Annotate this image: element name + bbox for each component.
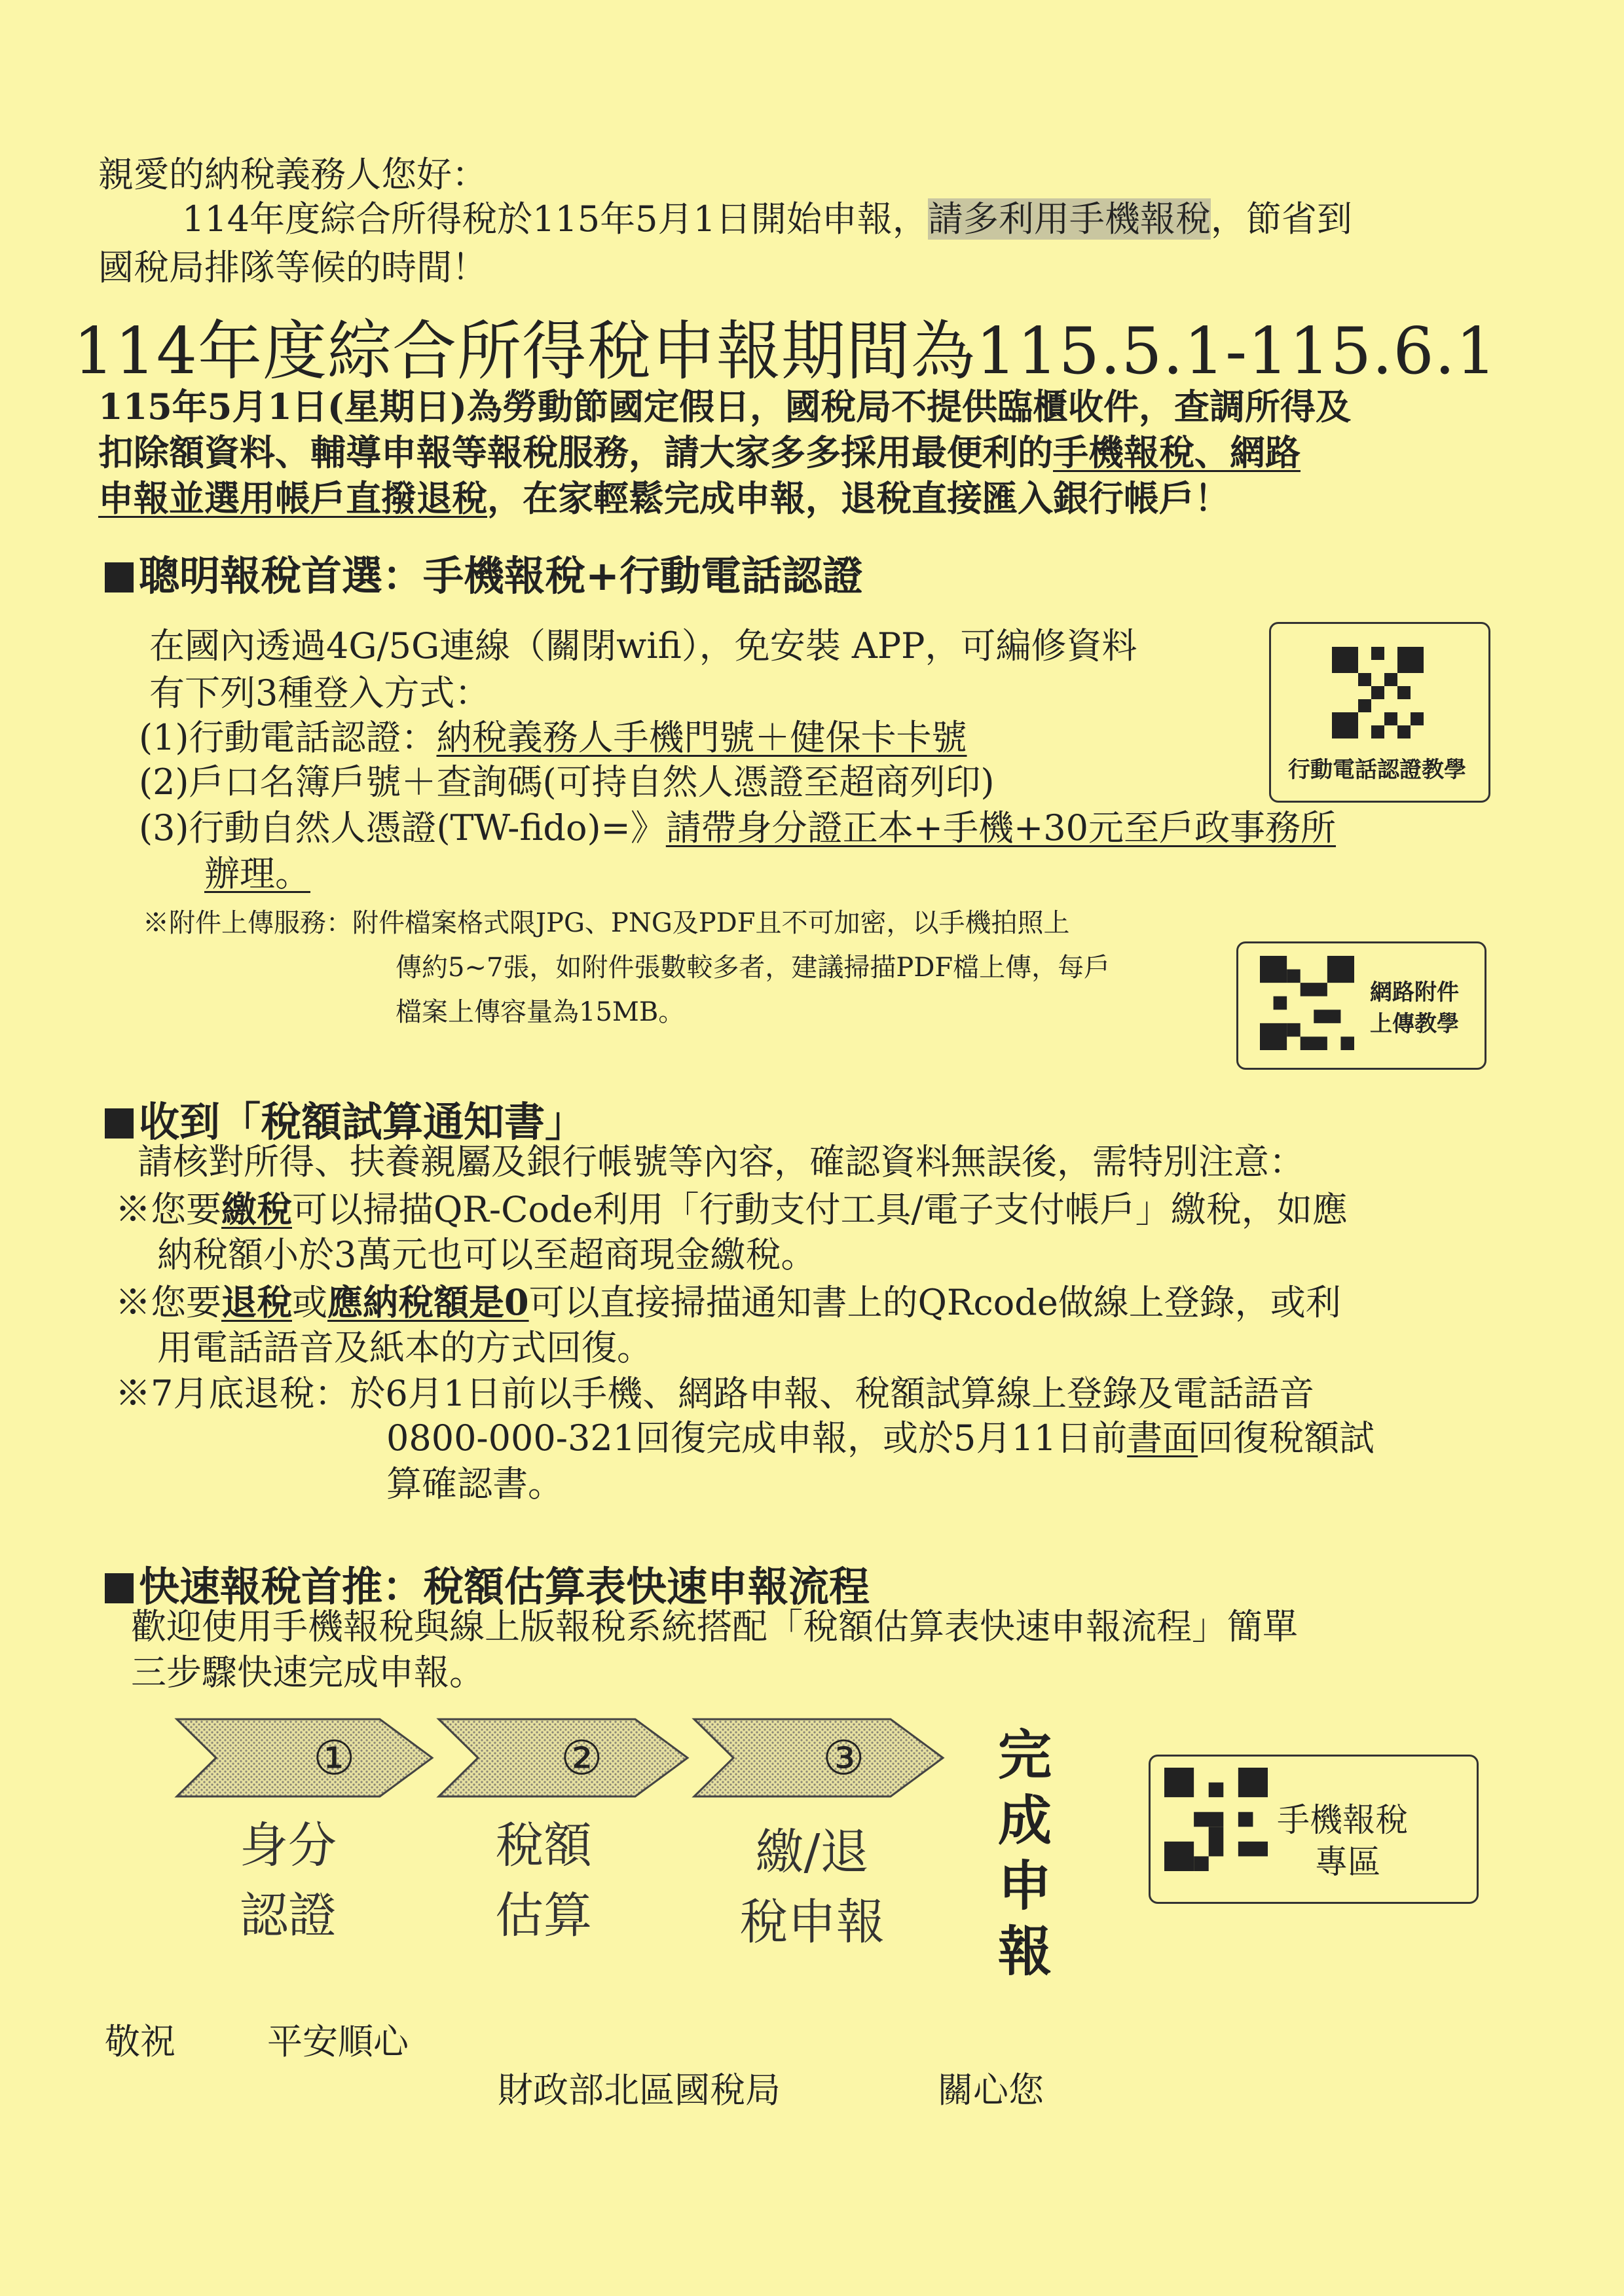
step-label-3: 繳/退 稅申報 [739,1824,885,1951]
step-number-1: ① [313,1730,356,1785]
notice-text: 扣除額資料、輔導申報等報稅服務，請大家多多採用最便利的 [98,431,1053,473]
closing-org: 財政部北區國稅局 [498,2069,781,2111]
finish-label: 完成申報 [998,1724,1052,1983]
notice-underline-2: 申報並選用帳戶直撥退稅 [98,477,487,519]
section-2-point-1-cont: 納稅額小於3萬元也可以至超商現金繳稅。 [157,1234,817,1275]
notice-underline: 手機報稅、網路 [1053,431,1301,473]
section-3-line-2: 三步驟快速完成申報。 [131,1652,485,1693]
intro-highlight: 請多利用手機報稅 [927,198,1211,240]
closing-greeting: 敬祝 [105,2021,175,2062]
intro-text-2: ，節省到 [1210,198,1352,240]
headline: 114年度綜合所得稅申報期間為115.5.1-115.6.1 [73,314,1498,389]
step-number-2: ② [561,1730,603,1785]
login-method-2: (2)戶口名簿戶號＋查詢碼(可持自然人憑證至超商列印) [139,761,995,803]
section-1-title: 聰明報稅首選：手機報稅+行動電話認證 [105,543,863,602]
attachment-note-2: 傳約5~7張，如附件張數較多者，建議掃描PDF檔上傳，每戶 [396,953,1111,983]
step-number-3: ③ [822,1730,865,1785]
qr-label-mobile-tax-2: 專區 [1315,1843,1380,1881]
section-3-line-1: 歡迎使用手機報稅與線上版報稅系統搭配「稅額估算表快速申報流程」簡單 [131,1606,1298,1647]
section-2-intro: 請核對所得、扶養親屬及銀行帳號等內容，確認資料無誤後，需特別注意： [138,1141,1304,1182]
intro-line-2: 國稅局排隊等候的時間！ [98,247,487,288]
section-1-line-1: 在國內透過4G/5G連線（關閉wifi），免安裝 APP，可編修資料 [149,625,1137,666]
section-2-point-2: ※您要退稅或應納稅額是0可以直接掃描通知書上的QRcode做線上登錄，或利 [115,1281,1341,1323]
qr-code-icon[interactable] [1164,1768,1268,1871]
qr-label-attachment-2: 上傳教學 [1370,1011,1459,1037]
notice-line-1: 115年5月1日(星期日)為勞動節國定假日，國稅局不提供臨櫃收件，查調所得及 [98,386,1351,428]
section-2-title: 收到「稅額試算通知書」 [105,1089,585,1148]
bullet-square-icon [105,1573,134,1603]
step-label-1: 身分 認證 [240,1817,337,1944]
qr-label-attachment-1: 網路附件 [1370,979,1459,1006]
step-arrow-1 [177,1719,432,1796]
qr-label-mobile-auth: 行動電話認證教學 [1288,757,1466,783]
section-3-title: 快速報稅首推：稅額估算表快速申報流程 [105,1554,870,1613]
qr-label-mobile-tax-1: 手機報稅 [1277,1801,1408,1839]
qr-code-icon[interactable] [1332,647,1424,738]
notice-line-2 [98,429,1301,475]
bullet-square-icon [105,1108,134,1139]
qr-code-icon[interactable] [1260,956,1354,1050]
notice-line-3 [98,475,1230,521]
intro-line-1 [182,196,1352,242]
section-2-point-2-cont: 用電話語音及紙本的方式回復。 [157,1327,652,1368]
greeting: 親愛的納稅義務人您好： [98,154,487,195]
login-method-1: (1)行動電話認證：納稅義務人手機門號＋健保卡卡號 [139,717,967,758]
login-method-3-cont: 辦理。 [204,853,310,894]
closing-wish: 平安順心 [267,2021,409,2062]
intro-text: 114年度綜合所得稅於115年5月1日開始申報， [182,198,928,240]
step-arrow-3 [694,1719,943,1796]
section-2-point-3-end: 算確認書。 [386,1463,563,1504]
attachment-note-3: 檔案上傳容量為15MB。 [396,997,685,1027]
notice-text-2: ，在家輕鬆完成申報，退稅直接匯入銀行帳戶！ [487,477,1230,519]
section-2-point-3: ※7月底退稅：於6月1日前以手機、網路申報、稅額試算線上登錄及電話語音 [115,1373,1315,1414]
attachment-note-1: ※附件上傳服務：附件檔案格式限JPG、PNG及PDF且不可加密，以手機拍照上 [143,908,1070,938]
section-2-point-1: ※您要繳稅可以掃描QR-Code利用「行動支付工具/電子支付帳戶」繳稅，如應 [115,1188,1348,1230]
closing-care: 關心您 [938,2069,1044,2111]
section-2-point-3-cont: 0800-000-321回復完成申報，或於5月11日前書面回復稅額試 [386,1417,1375,1459]
bullet-square-icon [105,562,134,592]
section-1-line-2: 有下列3種登入方式： [149,672,490,714]
step-label-2: 稅額 估算 [495,1817,592,1944]
login-method-3: (3)行動自然人憑證(TW-fido)=》請帶身分證正本+手機+30元至戶政事務所 [139,807,1337,848]
